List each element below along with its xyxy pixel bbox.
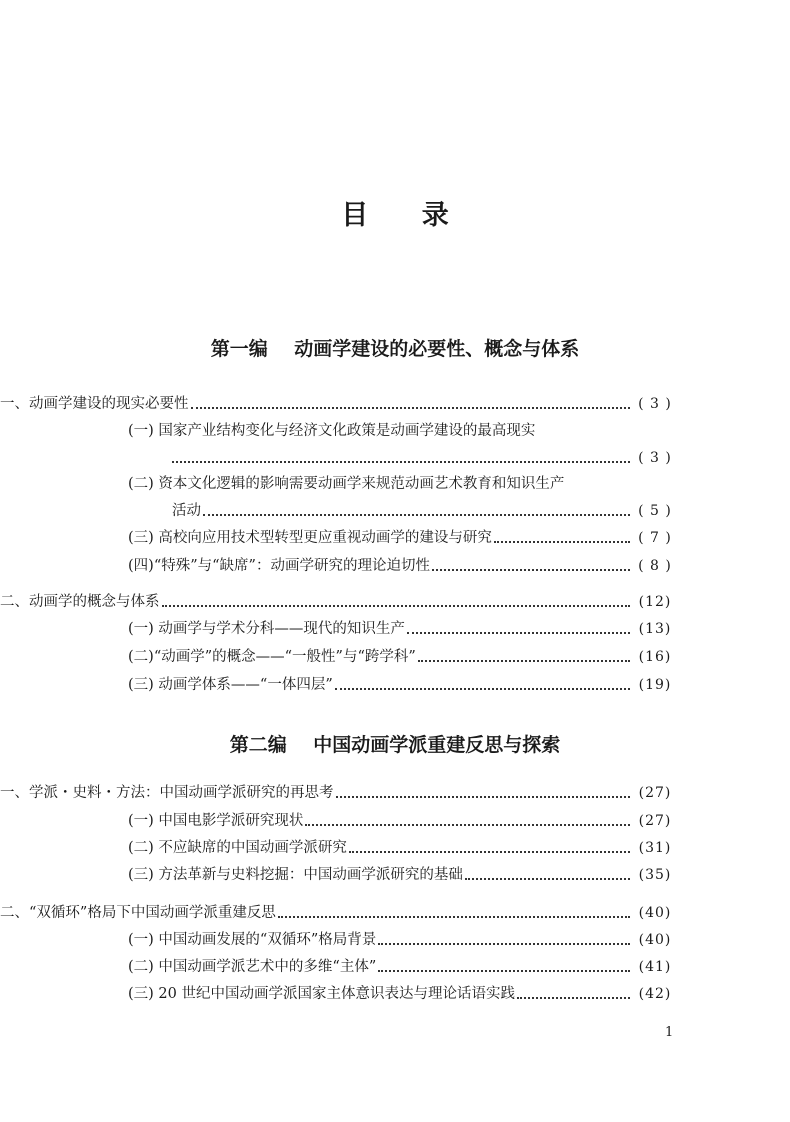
toc-section-entry[interactable]: [0, 392, 790, 416]
dot-leader: [494, 541, 630, 543]
dot-leader: [203, 514, 630, 516]
footer-page-number: 1: [665, 1025, 674, 1040]
toc-entry-text: (三) 20 世纪中国动画学派国家主体意识表达与理论话语实践: [128, 986, 515, 1002]
toc-section-entry[interactable]: [0, 590, 790, 614]
toc-entry-text: 一、动画学建设的现实必要性: [0, 396, 189, 412]
toc-section-entry[interactable]: [0, 781, 790, 805]
toc-entry-text: (二) 中国动画学派艺术中的多维“主体”: [128, 959, 377, 975]
toc-continuation-line[interactable]: [0, 499, 790, 523]
dot-leader: [335, 688, 630, 690]
toc-page-number: (27): [638, 785, 672, 801]
toc-entry-text: (一) 动画学与学术分科——现代的知识生产: [128, 621, 405, 637]
toc-subsection-entry[interactable]: [0, 617, 790, 641]
toc-page-number: ( 8 ): [638, 558, 672, 574]
toc-subsection-entry[interactable]: [0, 554, 790, 578]
dot-leader: [465, 878, 630, 880]
toc-page-number: (31): [638, 840, 672, 856]
part-title: 第二编 中国动画学派重建反思与探索: [229, 734, 561, 756]
toc-page-number: (16): [638, 649, 672, 665]
toc-entry-text: (二) 不应缺席的中国动画学派研究: [128, 840, 347, 856]
toc-entry-text: (一) 国家产业结构变化与经济文化政策是动画学建设的最高现实: [128, 423, 536, 439]
toc-entry-text: (三) 高校向应用技术型转型更应重视动画学的建设与研究: [128, 530, 492, 546]
toc-subsection-entry[interactable]: [0, 645, 790, 669]
toc-page-number: (13): [638, 621, 672, 637]
toc-section-entry[interactable]: [0, 901, 790, 925]
toc-page-number: (40): [638, 932, 672, 948]
toc-subsection-entry[interactable]: [0, 419, 790, 443]
toc-entry-text: 二、动画学的概念与体系: [0, 594, 160, 610]
toc-entry-text: (四)“特殊”与“缺席”：动画学研究的理论迫切性: [128, 558, 430, 574]
toc-entry-text: (三) 方法革新与史料挖掘：中国动画学派研究的基础: [128, 867, 463, 883]
toc-entry-text: 活动: [172, 503, 201, 519]
dot-leader: [305, 824, 630, 826]
part-title: 第一编 动画学建设的必要性、概念与体系: [210, 338, 580, 360]
toc-page-number: (35): [638, 867, 672, 883]
dot-leader: [191, 407, 630, 409]
toc-continuation-line[interactable]: [0, 446, 790, 470]
dot-leader: [172, 461, 630, 463]
dot-leader: [517, 997, 630, 999]
toc-page-number: ( 7 ): [638, 530, 672, 546]
toc-page-number: (40): [638, 905, 672, 921]
toc-subsection-entry[interactable]: [0, 526, 790, 550]
toc-entry-text: 一、学派・史料・方法：中国动画学派研究的再思考: [0, 785, 334, 801]
dot-leader: [336, 796, 630, 798]
toc-entry-text: (一) 中国电影学派研究现状: [128, 813, 304, 829]
dot-leader: [407, 632, 630, 634]
toc-entry-text: (一) 中国动画发展的“双循环”格局背景: [128, 932, 377, 948]
toc-page-number: ( 3 ): [638, 396, 672, 412]
dot-leader: [278, 916, 630, 918]
toc-page-number: ( 3 ): [638, 450, 672, 466]
toc-entry-text: (三) 动画学体系——“一体四层”: [128, 677, 333, 693]
page-title: 目 录: [341, 200, 471, 231]
toc-entry-text: (二) 资本文化逻辑的影响需要动画学来规范动画艺术教育和知识生产: [128, 476, 565, 492]
dot-leader: [162, 605, 630, 607]
toc-entry-text: (二)“动画学”的概念——“一般性”与“跨学科”: [128, 649, 416, 665]
toc-subsection-entry[interactable]: [0, 673, 790, 697]
dot-leader: [349, 851, 630, 853]
toc-page-number: (12): [638, 594, 672, 610]
toc-page-number: (27): [638, 813, 672, 829]
toc-subsection-entry[interactable]: [0, 982, 790, 1006]
toc-subsection-entry[interactable]: [0, 472, 790, 496]
toc-subsection-entry[interactable]: [0, 809, 790, 833]
toc-page-number: (19): [638, 677, 672, 693]
toc-subsection-entry[interactable]: [0, 928, 790, 952]
dot-leader: [432, 569, 630, 571]
toc-entry-text: 二、“双循环”格局下中国动画学派重建反思: [0, 905, 276, 921]
toc-subsection-entry[interactable]: [0, 836, 790, 860]
toc-subsection-entry[interactable]: [0, 955, 790, 979]
dot-leader: [418, 660, 630, 662]
toc-page-number: ( 5 ): [638, 503, 672, 519]
dot-leader: [378, 943, 630, 945]
toc-page-number: (41): [638, 959, 672, 975]
dot-leader: [378, 970, 630, 972]
toc-subsection-entry[interactable]: [0, 863, 790, 887]
toc-page-number: (42): [638, 986, 672, 1002]
